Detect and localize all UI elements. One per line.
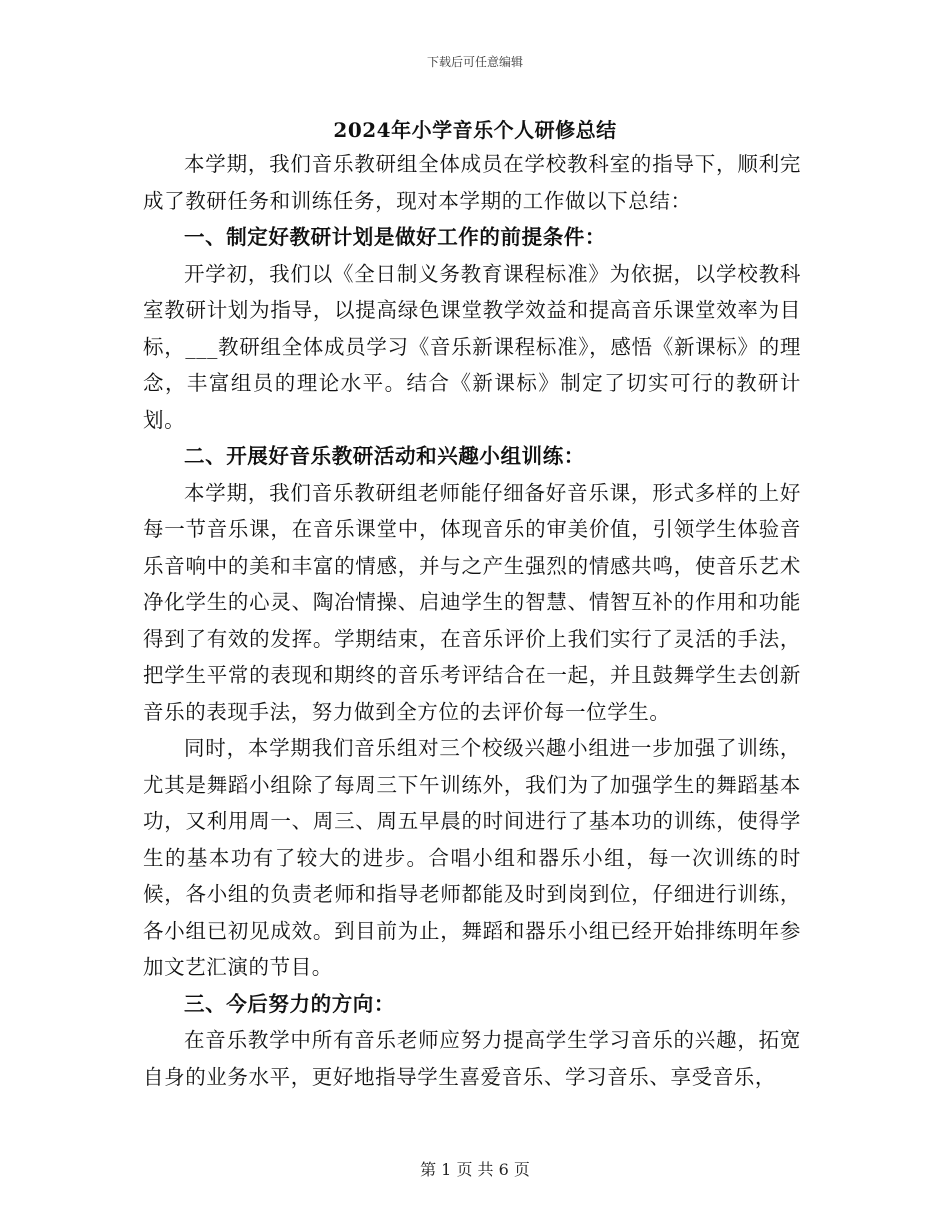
section-1-paragraph-1: 开学初，我们以《全日制义务教育课程标准》为依据，以学校教科室教研计划为指导，以提高绿色课堂教学效益和提高音乐课堂效率为目标，___教研组全体成员学习《音乐新课程标准》，感悟《新课标》的理念，丰富组员的理论水平。结合《新课标》制定了切实可行的教研计划。 xyxy=(143,261,801,432)
section-2-paragraph-1: 本学期，我们音乐教研组老师能仔细备好音乐课，形式多样的上好每一节音乐课，在音乐课堂中，体现音乐的审美价值，引领学生体验音乐音响中的美和丰富的情感，并与之产生强烈的情感共鸣，使音乐艺术净化学生的心灵、陶冶情操、启迪学生的智慧、情智互补的作用和功能得到了有效的发挥。学期结束，在音乐评价上我们实行了灵活的手法，把学生平常的表现和期终的音乐考评结合在一起，并且鼓舞学生去创新音乐的表现手法，努力做到全方位的去评价每一位学生。 xyxy=(143,480,801,724)
section-3-paragraph-1: 在音乐教学中所有音乐老师应努力提高学生学习音乐的兴趣，拓宽自身的业务水平，更好地指导学生喜爱音乐、学习音乐、享受音乐， xyxy=(143,1028,801,1089)
section-2-paragraph-2: 同时，本学期我们音乐组对三个校级兴趣小组进一步加强了训练，尤其是舞蹈小组除了每周三下午训练外，我们为了加强学生的舞蹈基本功，又利用周一、周三、周五早晨的时间进行了基本功的训练，使得学生的基本功有了较大的进步。合唱小组和器乐小组，每一次训练的时候，各小组的负责老师和指导老师都能及时到岗到位，仔细进行训练，各小组已初见成效。到目前为止，舞蹈和器乐小组已经开始排练明年参加文艺汇演的节目。 xyxy=(143,736,801,979)
document-body xyxy=(143,146,801,1095)
header-note: 下载后可任意编辑 xyxy=(426,55,523,69)
document-title: 2024年小学音乐个人研修总结 xyxy=(333,118,617,142)
section-heading-3: 三、今后努力的方向： xyxy=(184,991,395,1016)
section-heading-1: 一、制定好教研计划是做好工作的前提条件： xyxy=(184,225,606,249)
intro-paragraph: 本学期，我们音乐教研组全体成员在学校教科室的指导下，顺利完成了教研任务和训练任务，现对本学期的工作做以下总结： xyxy=(143,152,801,213)
section-heading-2: 二、开展好音乐教研活动和兴趣小组训练： xyxy=(184,444,585,468)
page-number-footer: 第 1 页 共 6 页 xyxy=(420,1160,530,1179)
